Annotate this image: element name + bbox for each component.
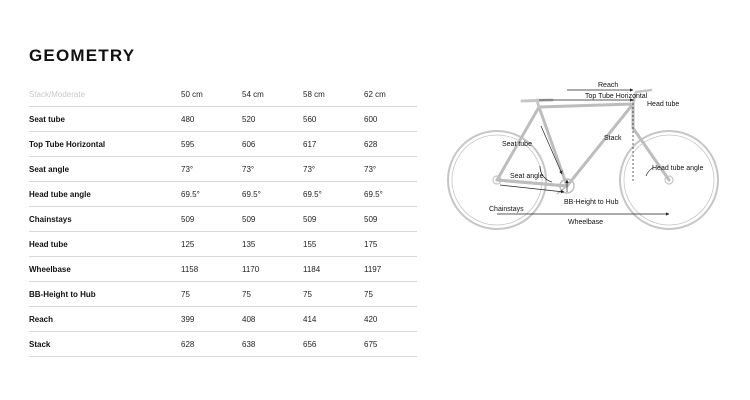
row-label: BB-Height to Hub <box>29 282 181 307</box>
table-cell: 408 <box>242 307 303 332</box>
table-cell: 1184 <box>303 257 364 282</box>
table-cell: 75 <box>303 282 364 307</box>
bike-diagram-svg <box>440 74 730 244</box>
table-cell: 509 <box>242 207 303 232</box>
row-label: Reach <box>29 307 181 332</box>
seat-tube-label: Seat tube <box>502 141 532 148</box>
table-cell: 73° <box>242 157 303 182</box>
bb-height-label: BB-Height to Hub <box>564 199 619 206</box>
table-cell: 125 <box>181 232 242 257</box>
row-label: Top Tube Horizontal <box>29 132 181 157</box>
table-header-row <box>29 82 417 107</box>
table-cell: 606 <box>242 132 303 157</box>
table-cell: 175 <box>364 232 417 257</box>
table-cell: 509 <box>303 207 364 232</box>
table-cell: 69.5° <box>181 182 242 207</box>
table-cell: 595 <box>181 132 242 157</box>
table-cell: 1170 <box>242 257 303 282</box>
table-row <box>29 207 417 232</box>
reach-label: Reach <box>598 82 619 89</box>
row-label: Seat tube <box>29 107 181 132</box>
table-cell: 617 <box>303 132 364 157</box>
size-header: 50 cm <box>181 82 242 107</box>
seat-angle-label: Seat angle <box>510 173 544 180</box>
chainstays-label: Chainstays <box>489 206 524 213</box>
table-cell: 135 <box>242 232 303 257</box>
table-row <box>29 232 417 257</box>
table-cell: 560 <box>303 107 364 132</box>
table-cell: 675 <box>364 332 417 357</box>
table-cell: 73° <box>364 157 417 182</box>
table-cell: 69.5° <box>364 182 417 207</box>
size-header: 54 cm <box>242 82 303 107</box>
size-header: 58 cm <box>303 82 364 107</box>
row-label: Seat angle <box>29 157 181 182</box>
table-cell: 75 <box>242 282 303 307</box>
stack-label: Stack <box>604 135 622 142</box>
table-cell: 509 <box>181 207 242 232</box>
table-row <box>29 257 417 282</box>
table-row <box>29 107 417 132</box>
table-cell: 656 <box>303 332 364 357</box>
geometry-table <box>29 82 417 357</box>
table-row <box>29 307 417 332</box>
table-cell: 509 <box>364 207 417 232</box>
table-cell: 73° <box>181 157 242 182</box>
dimension-lines <box>497 90 669 214</box>
page-title: GEOMETRY <box>29 46 136 65</box>
table-cell: 628 <box>181 332 242 357</box>
table-cell: 75 <box>181 282 242 307</box>
table-cell: 520 <box>242 107 303 132</box>
wheelbase-label: Wheelbase <box>568 219 604 226</box>
table-cell: 75 <box>364 282 417 307</box>
table-cell: 600 <box>364 107 417 132</box>
table-cell: 628 <box>364 132 417 157</box>
table-cell: 420 <box>364 307 417 332</box>
table-row <box>29 157 417 182</box>
geometry-diagram <box>440 74 730 244</box>
table-cell: 69.5° <box>242 182 303 207</box>
table-cell: 69.5° <box>303 182 364 207</box>
table-row <box>29 332 417 357</box>
top-tube-label: Top Tube Horizontal <box>585 93 648 100</box>
head-tube-angle-label: Head tube angle <box>652 165 704 172</box>
table-cell: 414 <box>303 307 364 332</box>
table-row <box>29 282 417 307</box>
row-label: Wheelbase <box>29 257 181 282</box>
size-header: 62 cm <box>364 82 417 107</box>
row-label: Chainstays <box>29 207 181 232</box>
table-cell: 1158 <box>181 257 242 282</box>
head-tube-label: Head tube <box>647 101 680 108</box>
row-label: Head tube angle <box>29 182 181 207</box>
row-label: Stack <box>29 332 181 357</box>
table-cell: 399 <box>181 307 242 332</box>
table-cell: 638 <box>242 332 303 357</box>
table-cell: 1197 <box>364 257 417 282</box>
table-cell: 480 <box>181 107 242 132</box>
header-label: Stack/Moderate <box>29 82 181 107</box>
table-cell: 155 <box>303 232 364 257</box>
table-row <box>29 132 417 157</box>
row-label: Head tube <box>29 232 181 257</box>
table-cell: 73° <box>303 157 364 182</box>
table-row <box>29 182 417 207</box>
